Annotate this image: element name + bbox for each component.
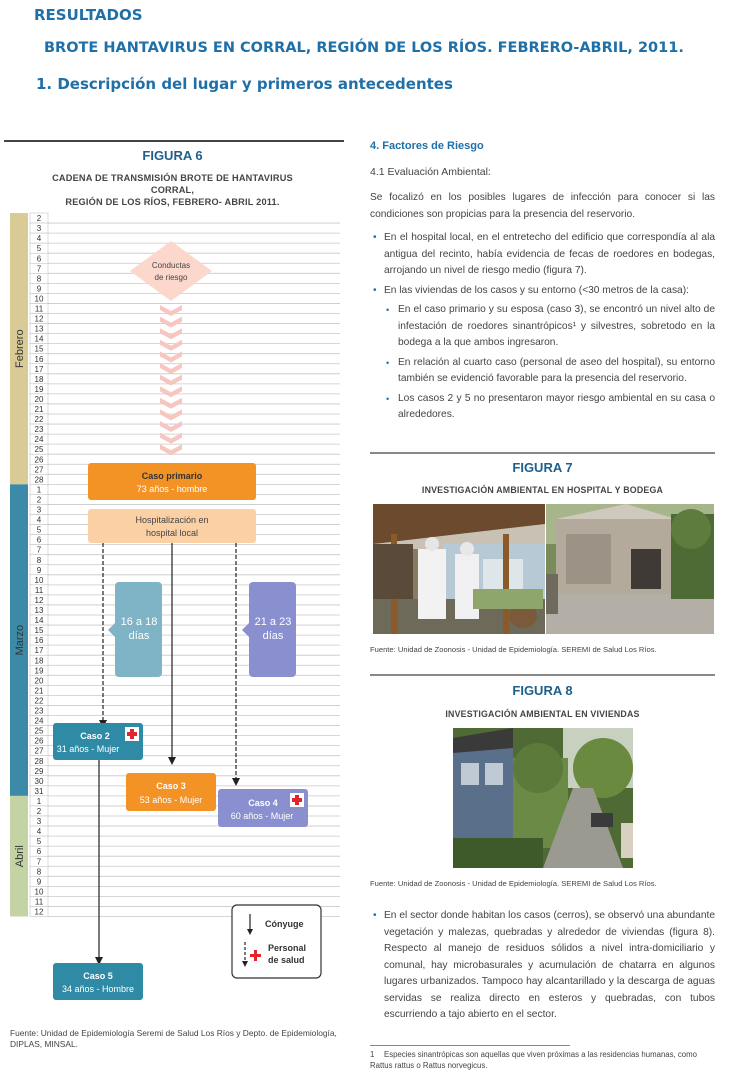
sub-bullet-cases-text: Los casos 2 y 5 no presentaron mayor riesgo ambiental en su casa o alrededores.: [398, 392, 715, 420]
conductas-line1: Conductas: [151, 261, 191, 270]
day-number: 31: [34, 786, 44, 796]
day-number: 5: [36, 244, 42, 254]
day-number: 10: [34, 294, 44, 304]
chevron-arrows: [160, 305, 182, 455]
figure-8-source: Fuente: Unidad de Zoonosis - Unidad de Epidemiología. SEREMI de Salud Los Ríos.: [370, 879, 657, 888]
day-number: 7: [36, 545, 42, 555]
day-number: 17: [34, 646, 44, 656]
day-number: 2: [36, 214, 42, 224]
interval-16-18-box: [108, 582, 162, 677]
chevron-arrow: [160, 317, 182, 328]
day-number: 29: [34, 766, 44, 776]
figure-6-title-line1: CADENA DE TRANSMISIÓN BROTE DE HANTAVIRUS CORRAL,: [52, 173, 293, 195]
caso-primario-title: Caso primario: [141, 471, 203, 481]
day-number: 30: [34, 776, 44, 786]
conductas-diamond: [130, 241, 212, 301]
conductas-line2: de riesgo: [154, 273, 188, 282]
bullet-sector: • En el sector donde habitan los casos (cerros), se observó una abundante vegetación y malezas, quebradas y alrededor de viviendas (figura 8). Respecto al manejo de residuos sólidos a nivel intra-domiciliario y comunal, hay microbasurales y acumulación de chatarra en algunos lugares urbanizados. Tampoco hay alcantarillado y la descarga de aguas servidas se realiza directo en esteros y quebradas, con tubos escurriendo a tajo abierto en el sector.: [373, 910, 715, 1020]
day-number: 9: [36, 565, 42, 575]
day-number: 18: [34, 374, 44, 384]
subsection-environmental: 4.1 Evaluación Ambiental:: [370, 166, 491, 178]
figure-8-rule: [370, 674, 715, 676]
red-cross-icon: [125, 727, 139, 741]
day-number: 12: [34, 314, 44, 324]
caso4-desc: 60 años - Mujer: [230, 811, 294, 821]
legend-personal-line2: de salud: [268, 955, 305, 965]
day-number: 19: [34, 384, 44, 394]
day-number: 2: [36, 807, 42, 816]
risk-bullet-list: [370, 230, 715, 424]
day-number: 3: [36, 224, 42, 234]
section-heading: RESULTADOS: [34, 6, 143, 24]
day-number: 11: [34, 304, 44, 314]
sub-bullet-cases: • Los casos 2 y 5 no presentaron mayor riesgo ambiental en su casa o alrededores.: [386, 392, 715, 420]
day-number: 28: [34, 475, 44, 485]
red-cross-icon: [290, 793, 304, 807]
day-number: 1: [36, 796, 42, 806]
caso-2-box: [53, 723, 143, 760]
day-number: 25: [34, 445, 44, 455]
day-number: 4: [36, 827, 42, 837]
day-number: 26: [34, 736, 44, 746]
caso-primario-desc: 73 años - hombre: [136, 484, 208, 494]
day-number: 13: [34, 606, 44, 615]
day-number: 11: [34, 897, 44, 907]
day-number: 7: [36, 857, 42, 867]
caso-3-box: [126, 773, 216, 811]
day-number: 16: [34, 636, 44, 646]
caso-4-box: [218, 789, 308, 827]
month-label-abril: Abril: [14, 845, 26, 868]
day-number: 4: [36, 234, 42, 244]
day-number: 4: [36, 515, 42, 525]
footnote: [370, 1050, 715, 1071]
footnote-text: Especies sinantrópicas son aquellas que viven próximas a las residencias humanas, como Rattus rattus o Rattus norvegicus.: [370, 1050, 697, 1070]
day-number: 7: [36, 264, 42, 274]
day-number: 26: [34, 455, 44, 465]
intro-paragraph: Se focalizó en los posibles lugares de infección para conocer si las condiciones son propicias para la presencia del reservorio.: [370, 192, 715, 220]
day-number: 6: [36, 535, 42, 545]
report-title: BROTE HANTAVIRUS EN CORRAL, REGIÓN DE LOS RÍOS. FEBRERO-ABRIL, 2011.: [44, 40, 684, 56]
interval1-line2: días: [128, 630, 150, 642]
day-number: 5: [36, 837, 42, 847]
hospitalization-box: [88, 509, 256, 543]
sub-bullet-fourth-text: En relación al cuarto caso (personal de aseo del hospital), su entorno también se evidenció favorable para la presencia del reservorio.: [398, 356, 715, 384]
day-number: 5: [36, 525, 42, 535]
day-number: 10: [34, 887, 44, 897]
day-number: 3: [36, 505, 42, 515]
chevron-arrow: [160, 409, 182, 420]
legend-personal-line1: Personal: [268, 943, 307, 953]
caso5-desc: 34 años - Hombre: [61, 984, 135, 994]
report-subtitle: 1. Descripción del lugar y primeros antecedentes: [36, 75, 453, 93]
caso3-title: Caso 3: [156, 781, 186, 791]
day-number: 14: [34, 334, 44, 344]
chevron-arrow: [160, 386, 182, 397]
day-number: 12: [34, 907, 44, 917]
caso-5-box: [53, 963, 143, 1000]
day-number: 20: [34, 394, 44, 404]
day-number: 23: [34, 425, 44, 435]
caso2-desc: 31 años - Mujer: [56, 744, 120, 754]
caso3-desc: 53 años - Mujer: [139, 795, 203, 805]
figure-7-rule: [370, 452, 715, 454]
day-number: 19: [34, 666, 44, 676]
hosp-line1: Hospitalización en: [135, 515, 209, 525]
day-number: 21: [34, 405, 44, 414]
footnote-rule: [370, 1045, 570, 1046]
interval1-line1: 16 a 18: [120, 616, 158, 628]
day-number: 27: [34, 746, 44, 756]
figure-7-label: FIGURA 7: [512, 460, 573, 475]
day-number: 20: [34, 676, 44, 686]
hospital-photo: [373, 504, 545, 634]
chevron-arrow: [160, 351, 182, 362]
chevron-arrow: [160, 444, 182, 455]
bodega-photo: [546, 504, 714, 634]
sub-bullet-fourth: • En relación al cuarto caso (personal de aseo del hospital), su entorno también se evidenció favorable para la presencia del reservorio.: [386, 356, 715, 384]
day-number: 6: [36, 254, 42, 264]
figure-6: [0, 140, 345, 1080]
day-number: 22: [34, 415, 44, 425]
day-number: 2: [36, 495, 42, 505]
legend-conyuge: Cónyuge: [265, 919, 304, 929]
caso5-title: Caso 5: [83, 971, 113, 981]
day-number: 8: [36, 867, 42, 877]
bullet-sector-text: En el sector donde habitan los casos (cerros), se observó una abundante vegetación y malezas, quebradas y alrededor de viviendas (figura 8). Respecto al manejo de residuos sólidos a nivel intra-domiciliario y comunal, hay microbasurales y acumulación de chatarra en algunos lugares urbanizados. Tampoco hay alcantarillado y la descarga de aguas servidas se realiza directo en esteros y quebradas, con tubos escurriendo a tajo abierto en el sector.: [384, 910, 715, 1020]
interval2-line1: 21 a 23: [254, 616, 292, 628]
caso2-title: Caso 2: [80, 731, 110, 741]
legend: [232, 905, 321, 978]
bullet-hospital-text: En el hospital local, en el entretecho del edificio que correspondía al ala antigua del recinto, había evidencia de fecas de roedores en bodegas, arrojando un nivel de riesgo medio (figura 7).: [384, 232, 715, 276]
chevron-arrow: [160, 305, 182, 316]
bullet-viviendas: • En las viviendas de los casos y su entorno (<30 metros de la casa):: [373, 284, 689, 296]
day-number: 3: [36, 817, 42, 827]
day-number: 9: [36, 877, 42, 887]
chevron-arrow: [160, 421, 182, 432]
day-number: 22: [34, 696, 44, 706]
day-number: 11: [34, 585, 44, 595]
day-number: 17: [34, 364, 44, 374]
viviendas-photo: [453, 728, 633, 868]
day-number: 12: [34, 595, 44, 605]
figure-6-label: FIGURA 6: [142, 148, 203, 163]
sub-bullet-primary-text: En el caso primario y su esposa (caso 3), se encontró un nivel alto de infestación de roedores sinantrópicos¹ y silvestres, sobretodo en la bodega a la que ambos ingresaron.: [398, 304, 715, 348]
day-number: 13: [34, 324, 44, 334]
figure-7-title: INVESTIGACIÓN AMBIENTAL EN HOSPITAL Y BODEGA: [421, 485, 664, 495]
day-number: 25: [34, 726, 44, 736]
month-bars: [10, 213, 28, 917]
caso-primario-box: [88, 463, 256, 500]
day-number: 18: [34, 656, 44, 666]
bullet-viviendas-text: En las viviendas de los casos y su entorno (<30 metros de la casa):: [384, 284, 689, 296]
transmission-chain-diagram: [0, 140, 345, 1030]
chevron-arrow: [160, 398, 182, 409]
day-number: 10: [34, 575, 44, 585]
figure-7-source: Fuente: Unidad de Zoonosis - Unidad de Epidemiología. SEREMI de Salud Los Ríos.: [370, 645, 657, 654]
figure-8-title: INVESTIGACIÓN AMBIENTAL EN VIVIENDAS: [445, 709, 640, 719]
chevron-arrow: [160, 363, 182, 374]
day-number: 24: [34, 435, 44, 445]
day-number: 15: [34, 344, 44, 354]
figure-6-title-line2: REGIÓN DE LOS RÍOS, FEBRERO- ABRIL 2011.: [65, 197, 280, 207]
month-label-marzo: Marzo: [14, 624, 26, 656]
section-risk-factors: 4. Factores de Riesgo: [370, 140, 484, 152]
figure-8-label: FIGURA 8: [512, 683, 573, 698]
day-number: 8: [36, 274, 42, 284]
caso4-title: Caso 4: [248, 798, 278, 808]
day-number: 15: [34, 626, 44, 636]
interval2-line2: días: [262, 630, 284, 642]
month-label-febrero: Febrero: [14, 329, 26, 368]
day-number: 6: [36, 847, 42, 857]
day-number: 23: [34, 706, 44, 716]
sub-bullet-primary: • En el caso primario y su esposa (caso 3), se encontró un nivel alto de infestación de roedores sinantrópicos¹ y silvestres, sobretodo en la bodega a la que ambos ingresaron.: [386, 304, 715, 348]
day-number: 14: [34, 616, 44, 626]
day-number: 1: [36, 485, 42, 495]
day-number: 27: [34, 465, 44, 475]
day-number: 16: [34, 354, 44, 364]
day-number: 21: [34, 686, 44, 696]
day-number: 9: [36, 284, 42, 294]
day-number: 8: [36, 555, 42, 565]
day-number: 24: [34, 716, 44, 726]
interval-21-23-box: [242, 582, 296, 677]
footnote-number: 1: [370, 1050, 375, 1059]
figure-6-source: Fuente: Unidad de Epidemiología Seremi de Salud Los Ríos y Depto. de Epidemiología, DIPLAS, MINSAL.: [10, 1028, 337, 1049]
vegetation-bullet-list: [370, 908, 715, 1024]
bullet-hospital: • En el hospital local, en el entretecho del edificio que correspondía al ala antigua del recinto, había evidencia de fecas de roedores en bodegas, arrojando un nivel de riesgo medio (figura 7).: [373, 232, 715, 276]
hosp-line2: hospital local: [145, 528, 199, 538]
day-number: 28: [34, 756, 44, 766]
chevron-arrow: [160, 340, 182, 351]
